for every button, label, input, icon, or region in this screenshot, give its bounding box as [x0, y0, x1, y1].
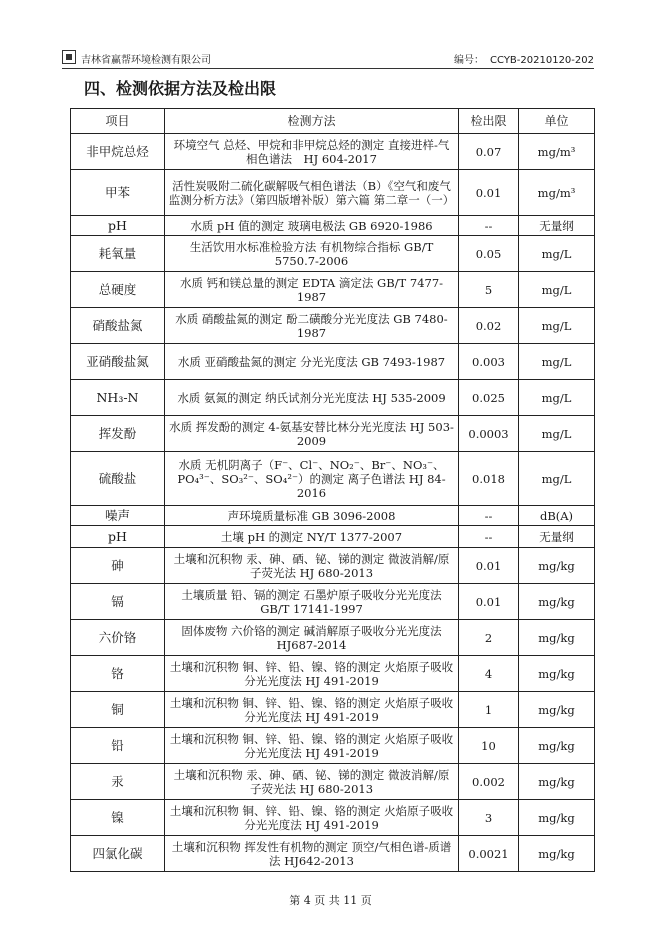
- cell-unit: mg/m³: [519, 170, 595, 216]
- cell-method: 水质 硝酸盐氮的测定 酚二磺酸分光光度法 GB 7480-1987: [165, 308, 459, 344]
- table-row: [71, 506, 595, 526]
- cell-limit: --: [459, 506, 519, 526]
- cell-item: 总硬度: [71, 272, 165, 308]
- document-code-value: CCYB-20210120-202: [490, 55, 594, 66]
- table-row: [71, 216, 595, 236]
- header-item: 项目: [71, 109, 165, 134]
- cell-unit: 无量纲: [519, 526, 595, 548]
- header-method: 检测方法: [165, 109, 459, 134]
- cell-item: 硫酸盐: [71, 452, 165, 506]
- cell-limit: 0.018: [459, 452, 519, 506]
- table-row: [71, 134, 595, 170]
- table-row: [71, 344, 595, 380]
- methods-table: [70, 108, 595, 872]
- table-row: [71, 620, 595, 656]
- header-limit: 检出限: [459, 109, 519, 134]
- table-header-row: [71, 109, 595, 134]
- cell-method: 固体废物 六价铬的测定 碱消解原子吸收分光光度法 HJ687-2014: [165, 620, 459, 656]
- cell-method: 土壤和沉积物 铜、锌、铅、镍、铬的测定 火焰原子吸收分光光度法 HJ 491-2019: [165, 656, 459, 692]
- header-unit: 单位: [519, 109, 595, 134]
- table-row: [71, 272, 595, 308]
- cell-method: 水质 钙和镁总量的测定 EDTA 滴定法 GB/T 7477-1987: [165, 272, 459, 308]
- cell-item: 四氯化碳: [71, 836, 165, 872]
- cell-method: 土壤和沉积物 铜、锌、铅、镍、铬的测定 火焰原子吸收分光光度法 HJ 491-2019: [165, 800, 459, 836]
- cell-item: 铜: [71, 692, 165, 728]
- cell-limit: 2: [459, 620, 519, 656]
- cell-unit: dB(A): [519, 506, 595, 526]
- cell-limit: --: [459, 216, 519, 236]
- cell-unit: mg/kg: [519, 692, 595, 728]
- cell-unit: mg/L: [519, 416, 595, 452]
- cell-method: 活性炭吸附二硫化碳解吸气相色谱法（B）《空气和废气监测分析方法》（第四版增补版）第六篇 第二章一（一）: [165, 170, 459, 216]
- cell-unit: mg/kg: [519, 836, 595, 872]
- cell-unit: mg/kg: [519, 656, 595, 692]
- company-logo-icon: [62, 50, 76, 64]
- document-code-label: 编号：: [454, 55, 485, 66]
- cell-limit: 4: [459, 656, 519, 692]
- table-row: [71, 692, 595, 728]
- cell-unit: mg/L: [519, 452, 595, 506]
- cell-limit: 0.01: [459, 584, 519, 620]
- cell-limit: 1: [459, 692, 519, 728]
- cell-unit: mg/kg: [519, 800, 595, 836]
- section-title: 四、检测依据方法及检出限: [84, 79, 277, 98]
- cell-item: pH: [71, 216, 165, 236]
- cell-item: 挥发酚: [71, 416, 165, 452]
- cell-unit: mg/L: [519, 308, 595, 344]
- table-row: [71, 526, 595, 548]
- cell-limit: 3: [459, 800, 519, 836]
- cell-method: 环境空气 总烃、甲烷和非甲烷总烃的测定 直接进样-气相色谱法 HJ 604-2017: [165, 134, 459, 170]
- table-row: [71, 836, 595, 872]
- cell-limit: 10: [459, 728, 519, 764]
- document-code: [448, 51, 594, 66]
- cell-unit: mg/kg: [519, 764, 595, 800]
- table-row: [71, 728, 595, 764]
- cell-method: 土壤和沉积物 汞、砷、硒、铋、锑的测定 微波消解/原子荧光法 HJ 680-2013: [165, 764, 459, 800]
- cell-item: 耗氧量: [71, 236, 165, 272]
- cell-limit: 0.0021: [459, 836, 519, 872]
- cell-item: 铅: [71, 728, 165, 764]
- table-row: [71, 548, 595, 584]
- table-row: [71, 656, 595, 692]
- cell-item: 镉: [71, 584, 165, 620]
- table-row: [71, 380, 595, 416]
- cell-item: 镍: [71, 800, 165, 836]
- cell-unit: mg/L: [519, 380, 595, 416]
- table-row: [71, 308, 595, 344]
- cell-limit: 0.01: [459, 170, 519, 216]
- cell-method: 声环境质量标准 GB 3096-2008: [165, 506, 459, 526]
- table-row: [71, 764, 595, 800]
- page-number: 第 4 页 共 11 页: [289, 894, 372, 907]
- table-row: [71, 452, 595, 506]
- cell-unit: mg/L: [519, 344, 595, 380]
- cell-limit: 0.002: [459, 764, 519, 800]
- cell-limit: 0.05: [459, 236, 519, 272]
- cell-unit: mg/L: [519, 272, 595, 308]
- cell-unit: 无量纲: [519, 216, 595, 236]
- cell-method: 土壤 pH 的测定 NY/T 1377-2007: [165, 526, 459, 548]
- cell-unit: mg/m³: [519, 134, 595, 170]
- table-row: [71, 416, 595, 452]
- cell-limit: 0.0003: [459, 416, 519, 452]
- cell-item: 硝酸盐氮: [71, 308, 165, 344]
- cell-item: 非甲烷总烃: [71, 134, 165, 170]
- table-row: [71, 584, 595, 620]
- cell-method: 土壤和沉积物 铜、锌、铅、镍、铬的测定 火焰原子吸收分光光度法 HJ 491-2019: [165, 692, 459, 728]
- cell-item: 铬: [71, 656, 165, 692]
- cell-limit: 0.01: [459, 548, 519, 584]
- cell-unit: mg/kg: [519, 620, 595, 656]
- page-header: [62, 48, 594, 69]
- cell-limit: 0.07: [459, 134, 519, 170]
- cell-method: 土壤质量 铅、镉的测定 石墨炉原子吸收分光光度法 GB/T 17141-1997: [165, 584, 459, 620]
- cell-limit: 0.02: [459, 308, 519, 344]
- cell-method: 水质 无机阴离子（F⁻、Cl⁻、NO₂⁻、Br⁻、NO₃⁻、PO₄³⁻、SO₃²⁻、SO₄²⁻）的测定 离子色谱法 HJ 84-2016: [165, 452, 459, 506]
- cell-item: 甲苯: [71, 170, 165, 216]
- cell-item: 噪声: [71, 506, 165, 526]
- cell-method: 水质 pH 值的测定 玻璃电极法 GB 6920-1986: [165, 216, 459, 236]
- cell-method: 水质 氨氮的测定 纳氏试剂分光光度法 HJ 535-2009: [165, 380, 459, 416]
- table-row: [71, 170, 595, 216]
- cell-method: 生活饮用水标准检验方法 有机物综合指标 GB/T 5750.7-2006: [165, 236, 459, 272]
- cell-method: 水质 亚硝酸盐氮的测定 分光光度法 GB 7493-1987: [165, 344, 459, 380]
- cell-limit: 0.025: [459, 380, 519, 416]
- cell-method: 土壤和沉积物 挥发性有机物的测定 顶空/气相色谱-质谱法 HJ642-2013: [165, 836, 459, 872]
- company-name: 吉林省赢帮环境检测有限公司: [81, 55, 211, 66]
- cell-item: 六价铬: [71, 620, 165, 656]
- cell-item: 汞: [71, 764, 165, 800]
- table-row: [71, 800, 595, 836]
- cell-limit: 0.003: [459, 344, 519, 380]
- cell-method: 土壤和沉积物 汞、砷、硒、铋、锑的测定 微波消解/原子荧光法 HJ 680-2013: [165, 548, 459, 584]
- cell-unit: mg/L: [519, 236, 595, 272]
- cell-unit: mg/kg: [519, 728, 595, 764]
- cell-unit: mg/kg: [519, 548, 595, 584]
- cell-item: 亚硝酸盐氮: [71, 344, 165, 380]
- cell-item: pH: [71, 526, 165, 548]
- cell-method: 水质 挥发酚的测定 4-氨基安替比林分光光度法 HJ 503-2009: [165, 416, 459, 452]
- cell-limit: --: [459, 526, 519, 548]
- cell-item: 砷: [71, 548, 165, 584]
- cell-limit: 5: [459, 272, 519, 308]
- cell-item: NH₃-N: [71, 380, 165, 416]
- table-row: [71, 236, 595, 272]
- cell-method: 土壤和沉积物 铜、锌、铅、镍、铬的测定 火焰原子吸收分光光度法 HJ 491-2019: [165, 728, 459, 764]
- cell-unit: mg/kg: [519, 584, 595, 620]
